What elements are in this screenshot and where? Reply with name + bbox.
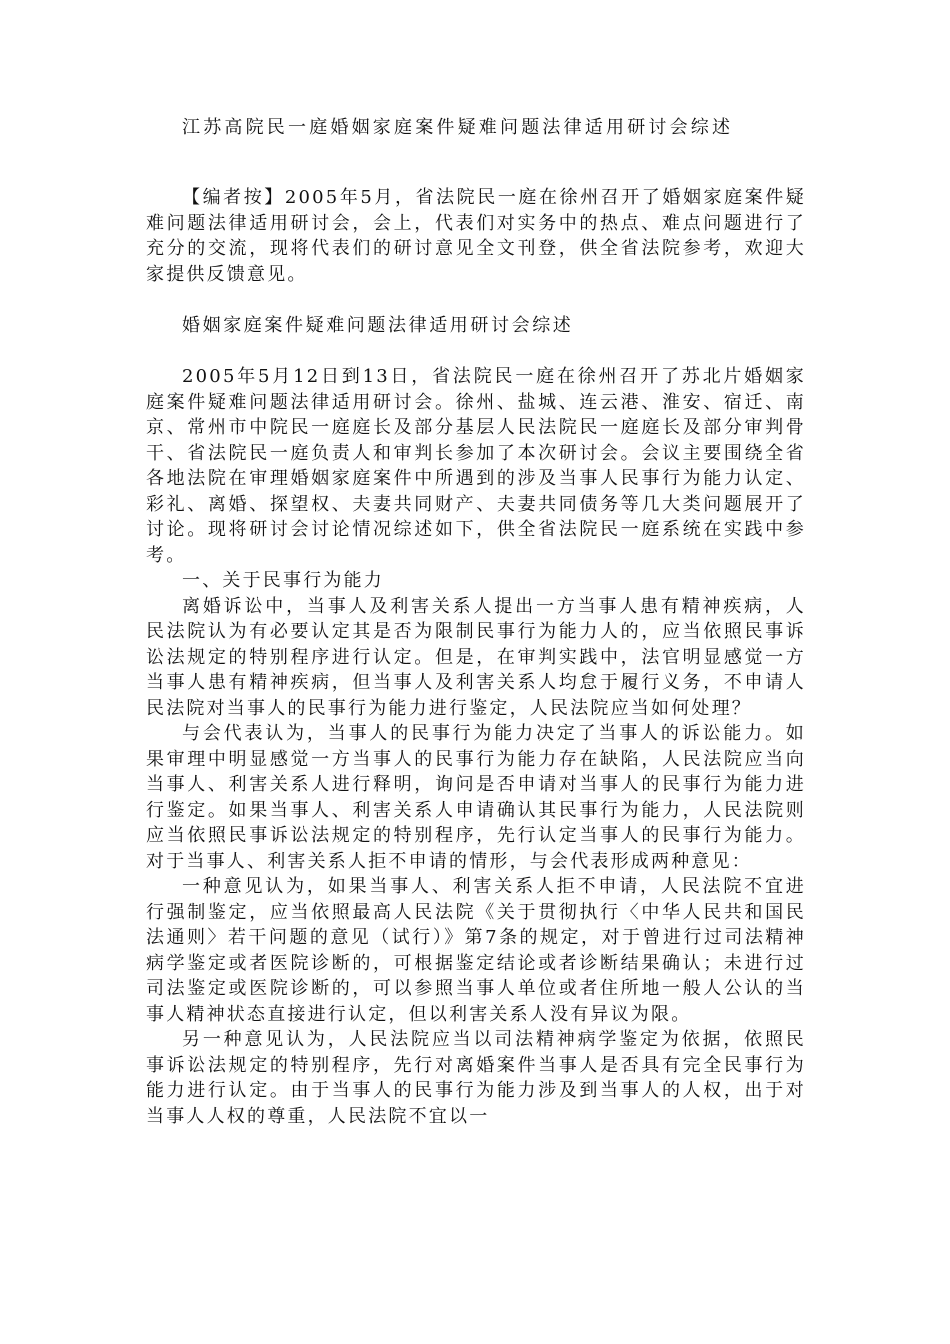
article-subtitle: 婚姻家庭案件疑难问题法律适用研讨会综述 (182, 315, 574, 336)
paragraph-opinion-one: 一种意见认为，如果当事人、利害关系人拒不申请，人民法院不宜进行强制鉴定，应当依照最高人民法院《关于贯彻执行〈中华人民共和国民法通则〉若干问题的意见（试行）》第7条的规定，对于曾进行过司法精神病学鉴定或者医院诊断的，可根据鉴定结论或者诊断结果确认；未进行过司法鉴定或医院诊断的，可以参照当事人单位或者住所地一般人公认的当事人精神状态直接进行认定，但以利害关系人没有异议为限。 (146, 876, 806, 1025)
document-title: 江苏高院民一庭婚姻家庭案件疑难问题法律适用研讨会综述 (182, 117, 734, 138)
paragraph-intro: 2005年5月12日到13日，省法院民一庭在徐州召开了苏北片婚姻家庭案件疑难问题法律适用研讨会。徐州、盐城、连云港、淮安、宿迁、南京、常州市中院民一庭庭长及部分基层人民法院民一庭庭长及部分审判骨干、省法院民一庭负责人和审判长参加了本次研讨会。会议主要围绕全省各地法院在审理婚姻家庭案件中所遇到的涉及当事人民事行为能力认定、彩礼、离婚、探望权、夫妻共同财产、夫妻共同债务等几大类问题展开了讨论。现将研讨会讨论情况综述如下，供全省法院民一庭系统在实践中参考。 (146, 366, 806, 566)
editor-note-text: 【编者按】2005年5月，省法院民一庭在徐州召开了婚姻家庭案件疑难问题法律适用研讨会，会上，代表们对实务中的热点、难点问题进行了充分的交流，现将代表们的研讨意见全文刊登，供全省法院参考，欢迎大家提供反馈意见。 (146, 187, 806, 285)
editor-note (146, 185, 806, 287)
article-body (146, 364, 806, 1129)
paragraph-opinion-two: 另一种意见认为，人民法院应当以司法精神病学鉴定为依据，依照民事诉讼法规定的特别程序，先行对离婚案件当事人是否具有完全民事行为能力进行认定。由于当事人的民事行为能力涉及到当事人的人权，出于对当事人人权的尊重，人民法院不宜以一 (146, 1029, 806, 1127)
paragraph-question: 离婚诉讼中，当事人及利害关系人提出一方当事人患有精神疾病，人民法院认为有必要认定其是否为限制民事行为能力人的，应当依照民事诉讼法规定的特别程序进行认定。但是，在审判实践中，法官明显感觉一方当事人患有精神疾病，但当事人及利害关系人均怠于履行义务，不申请人民法院对当事人的民事行为能力进行鉴定，人民法院应当如何处理？ (146, 595, 806, 719)
paragraph-consensus: 与会代表认为，当事人的民事行为能力决定了当事人的诉讼能力。如果审理中明显感觉一方当事人的民事行为能力存在缺陷，人民法院应当向当事人、利害关系人进行释明，询问是否申请对当事人的民事行为能力进行鉴定。如果当事人、利害关系人申请确认其民事行为能力，人民法院则应当依照民事诉讼法规定的特别程序，先行认定当事人的民事行为能力。对于当事人、利害关系人拒不申请的情形，与会代表形成两种意见： (146, 723, 806, 872)
section-heading: 一、关于民事行为能力 (182, 570, 384, 591)
